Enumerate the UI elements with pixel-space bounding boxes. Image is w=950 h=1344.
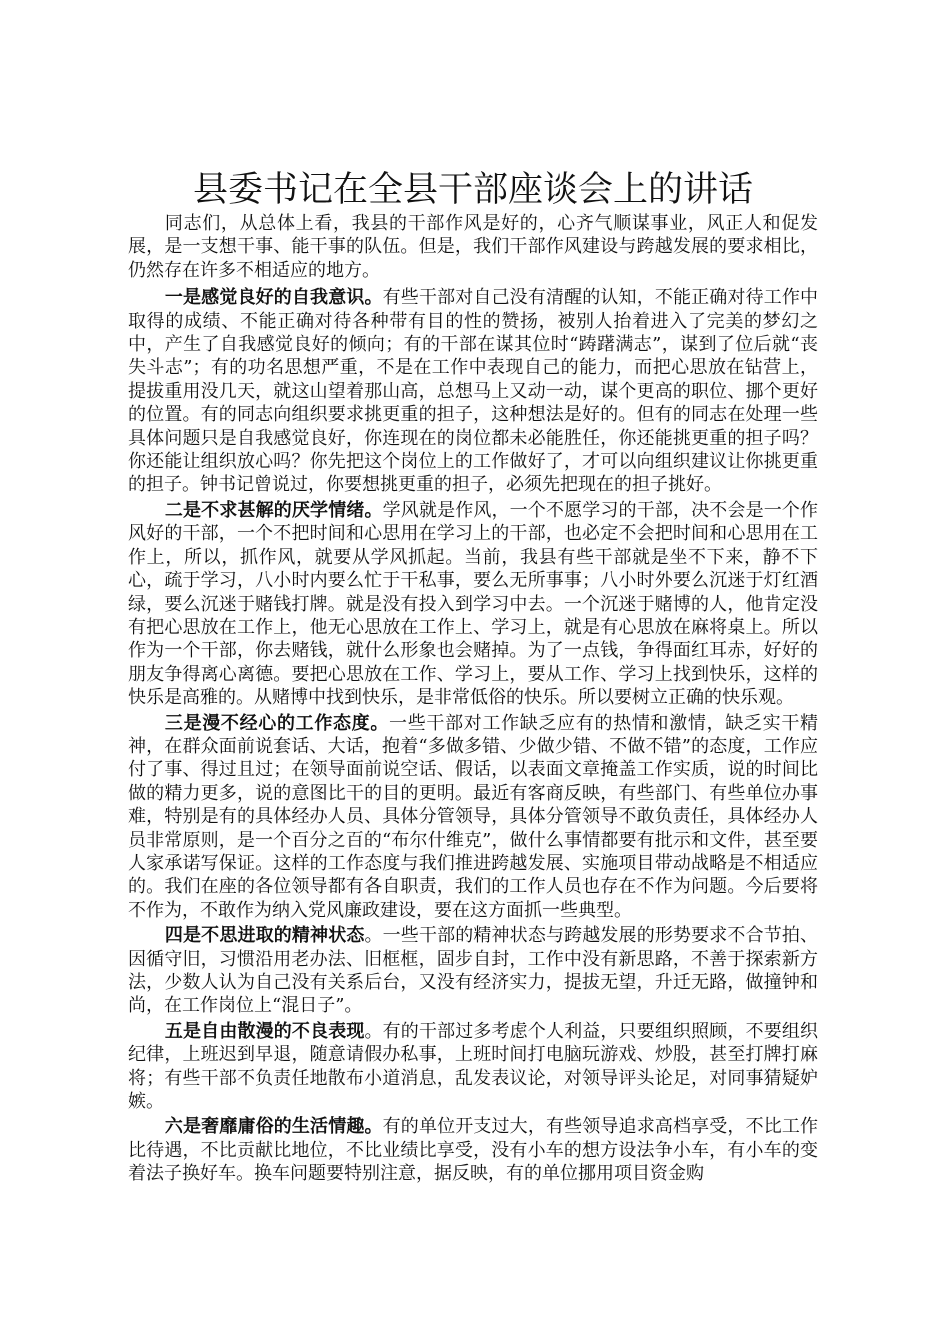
section-heading-2: 二是不求甚解的厌学情绪。 bbox=[164, 499, 383, 521]
section-heading-3: 三是漫不经心的工作态度。 bbox=[164, 712, 390, 734]
section-body-6: 有的单位开支过大，有些领导追求高档享受，不比工作比待遇，不比贡献比地位，不比业绩比享受，没有小车的想方设法争小车，有小车的变着法子换好车。换车问题要特别注意，据反映，有的单位挪用项目资金购 bbox=[128, 1116, 819, 1185]
section-body-2: 学风就是作风，一个不愿学习的干部，决不会是一个作风好的干部，一个不把时间和心思用在学习上的干部，也必定不会把时间和心思用在工作上，所以，抓作风，就要从学风抓起。当前，我县有些干部就是坐不下来，静不下心，疏于学习，八小时内要么忙于干私事，要么无所事事；八小时外要么沉迷于灯红酒绿，要么沉迷于赌钱打牌。就是没有投入到学习中去。一个沉迷于赌博的人，他肯定没有把心思放在工作上，他无心思放在工作上、学习上，就是有心思放在麻将桌上。所以作为一个干部，你去赌钱，就什么形象也会赌掉。为了一点钱，争得面红耳赤，好好的朋友争得离心离德。要把心思放在工作、学习上，要从工作、学习上找到快乐，这样的快乐是高雅的。从赌博中找到快乐，是非常低俗的快乐。所以要树立正确的快乐观。 bbox=[128, 499, 819, 709]
section-body-1: 有些干部对自己没有清醒的认知，不能正确对待工作中取得的成绩、不能正确对待各种带有目的性的赞扬，被别人抬着进入了完美的梦幻之中，产生了自我感觉良好的倾向；有的干部在谋其位时“踌躇满志”，谋到了位后就“丧失斗志”；有的功名思想严重，不是在工作中表现自己的能力，而把心思放在钻营上，提拔重用没几天，就这山望着那山高，总想马上又动一动，谋个更高的职位、挪个更好的位置。有的同志向组织要求挑更重的担子，这种想法是好的。但有的同志在处理一些具体问题只是自我感觉良好，你连现在的岗位都未必能胜任，你还能挑更重的担子吗？你还能让组织放心吗？你先把这个岗位上的工作做好了，才可以向组织建议让你挑更重的担子。钟书记曾说过，你要想挑更重的担子，必须先把现在的担子挑好。 bbox=[128, 287, 819, 496]
section-paragraph-1 bbox=[128, 286, 818, 497]
section-paragraph-3 bbox=[128, 712, 818, 923]
section-heading-4: 四是不思进取的精神状态 bbox=[164, 925, 365, 947]
section-heading-6: 六是奢靡庸俗的生活情趣。 bbox=[164, 1116, 383, 1138]
section-body-3: 一些干部对工作缺乏应有的热情和激情，缺乏实干精神，在群众面前说套话、大话，抱着“多做多错、少做少错、不做不错”的态度，工作应付了事、得过且过；在领导面前说空话、假话，以表面文章掩盖工作实质，说的时间比做的精力更多，说的意图比干的目的更明。最近有客商反映，有些部门、有些单位办事难，特别是有的具体经办人员、具体分管领导，具体分管领导不敢负责任，具体经办人员非常原则，是一个百分之百的“布尔什维克”，做什么事情都要有批示和文件，甚至要人家承诺写保证。这样的工作态度与我们推进跨越发展、实施项目带动战略是不相适应的。我们在座的各位领导都有各自职责，我们的工作人员也存在不作为问题。今后要将不作为，不敢作为纳入党风廉政建设，要在这方面抓一些典型。 bbox=[128, 712, 818, 921]
intro-paragraph: 同志们，从总体上看，我县的干部作风是好的，心齐气顺谋事业，风正人和促发展，是一支想干事、能干事的队伍。但是，我们干部作风建设与跨越发展的要求相比，仍然存在许多不相适应的地方。 bbox=[128, 213, 818, 281]
section-paragraph-2 bbox=[128, 499, 818, 710]
section-paragraph-5 bbox=[128, 1020, 818, 1114]
section-heading-1: 一是感觉良好的自我意识。 bbox=[164, 287, 383, 309]
document-page bbox=[128, 168, 818, 1188]
section-body-5: 。有的干部过多考虑个人利益，只要组织照顾，不要组织纪律，上班迟到早退，随意请假办私事，上班时间打电脑玩游戏、炒股，甚至打牌打麻将；有些干部不负责任地散布小道消息，乱发表议论，对领导评头论足，对同事猜疑妒嫉。 bbox=[128, 1020, 819, 1113]
document-title: 县委书记在全县干部座谈会上的讲话 bbox=[192, 170, 753, 210]
section-paragraph-6 bbox=[128, 1115, 818, 1185]
section-paragraph-4 bbox=[128, 924, 818, 1018]
section-heading-5: 五是自由散漫的不良表现 bbox=[164, 1020, 365, 1042]
section-body-4: 。一些干部的精神状态与跨越发展的形势要求不合节拍、因循守旧，习惯沿用老办法、旧框框，固步自封，工作中没有新思路，不善于探索新方法，少数人认为自己没有关系后台，又没有经济实力，提拔无望，升迁无路，做撞钟和尚，在工作岗位上“混日子”。 bbox=[128, 925, 819, 1017]
